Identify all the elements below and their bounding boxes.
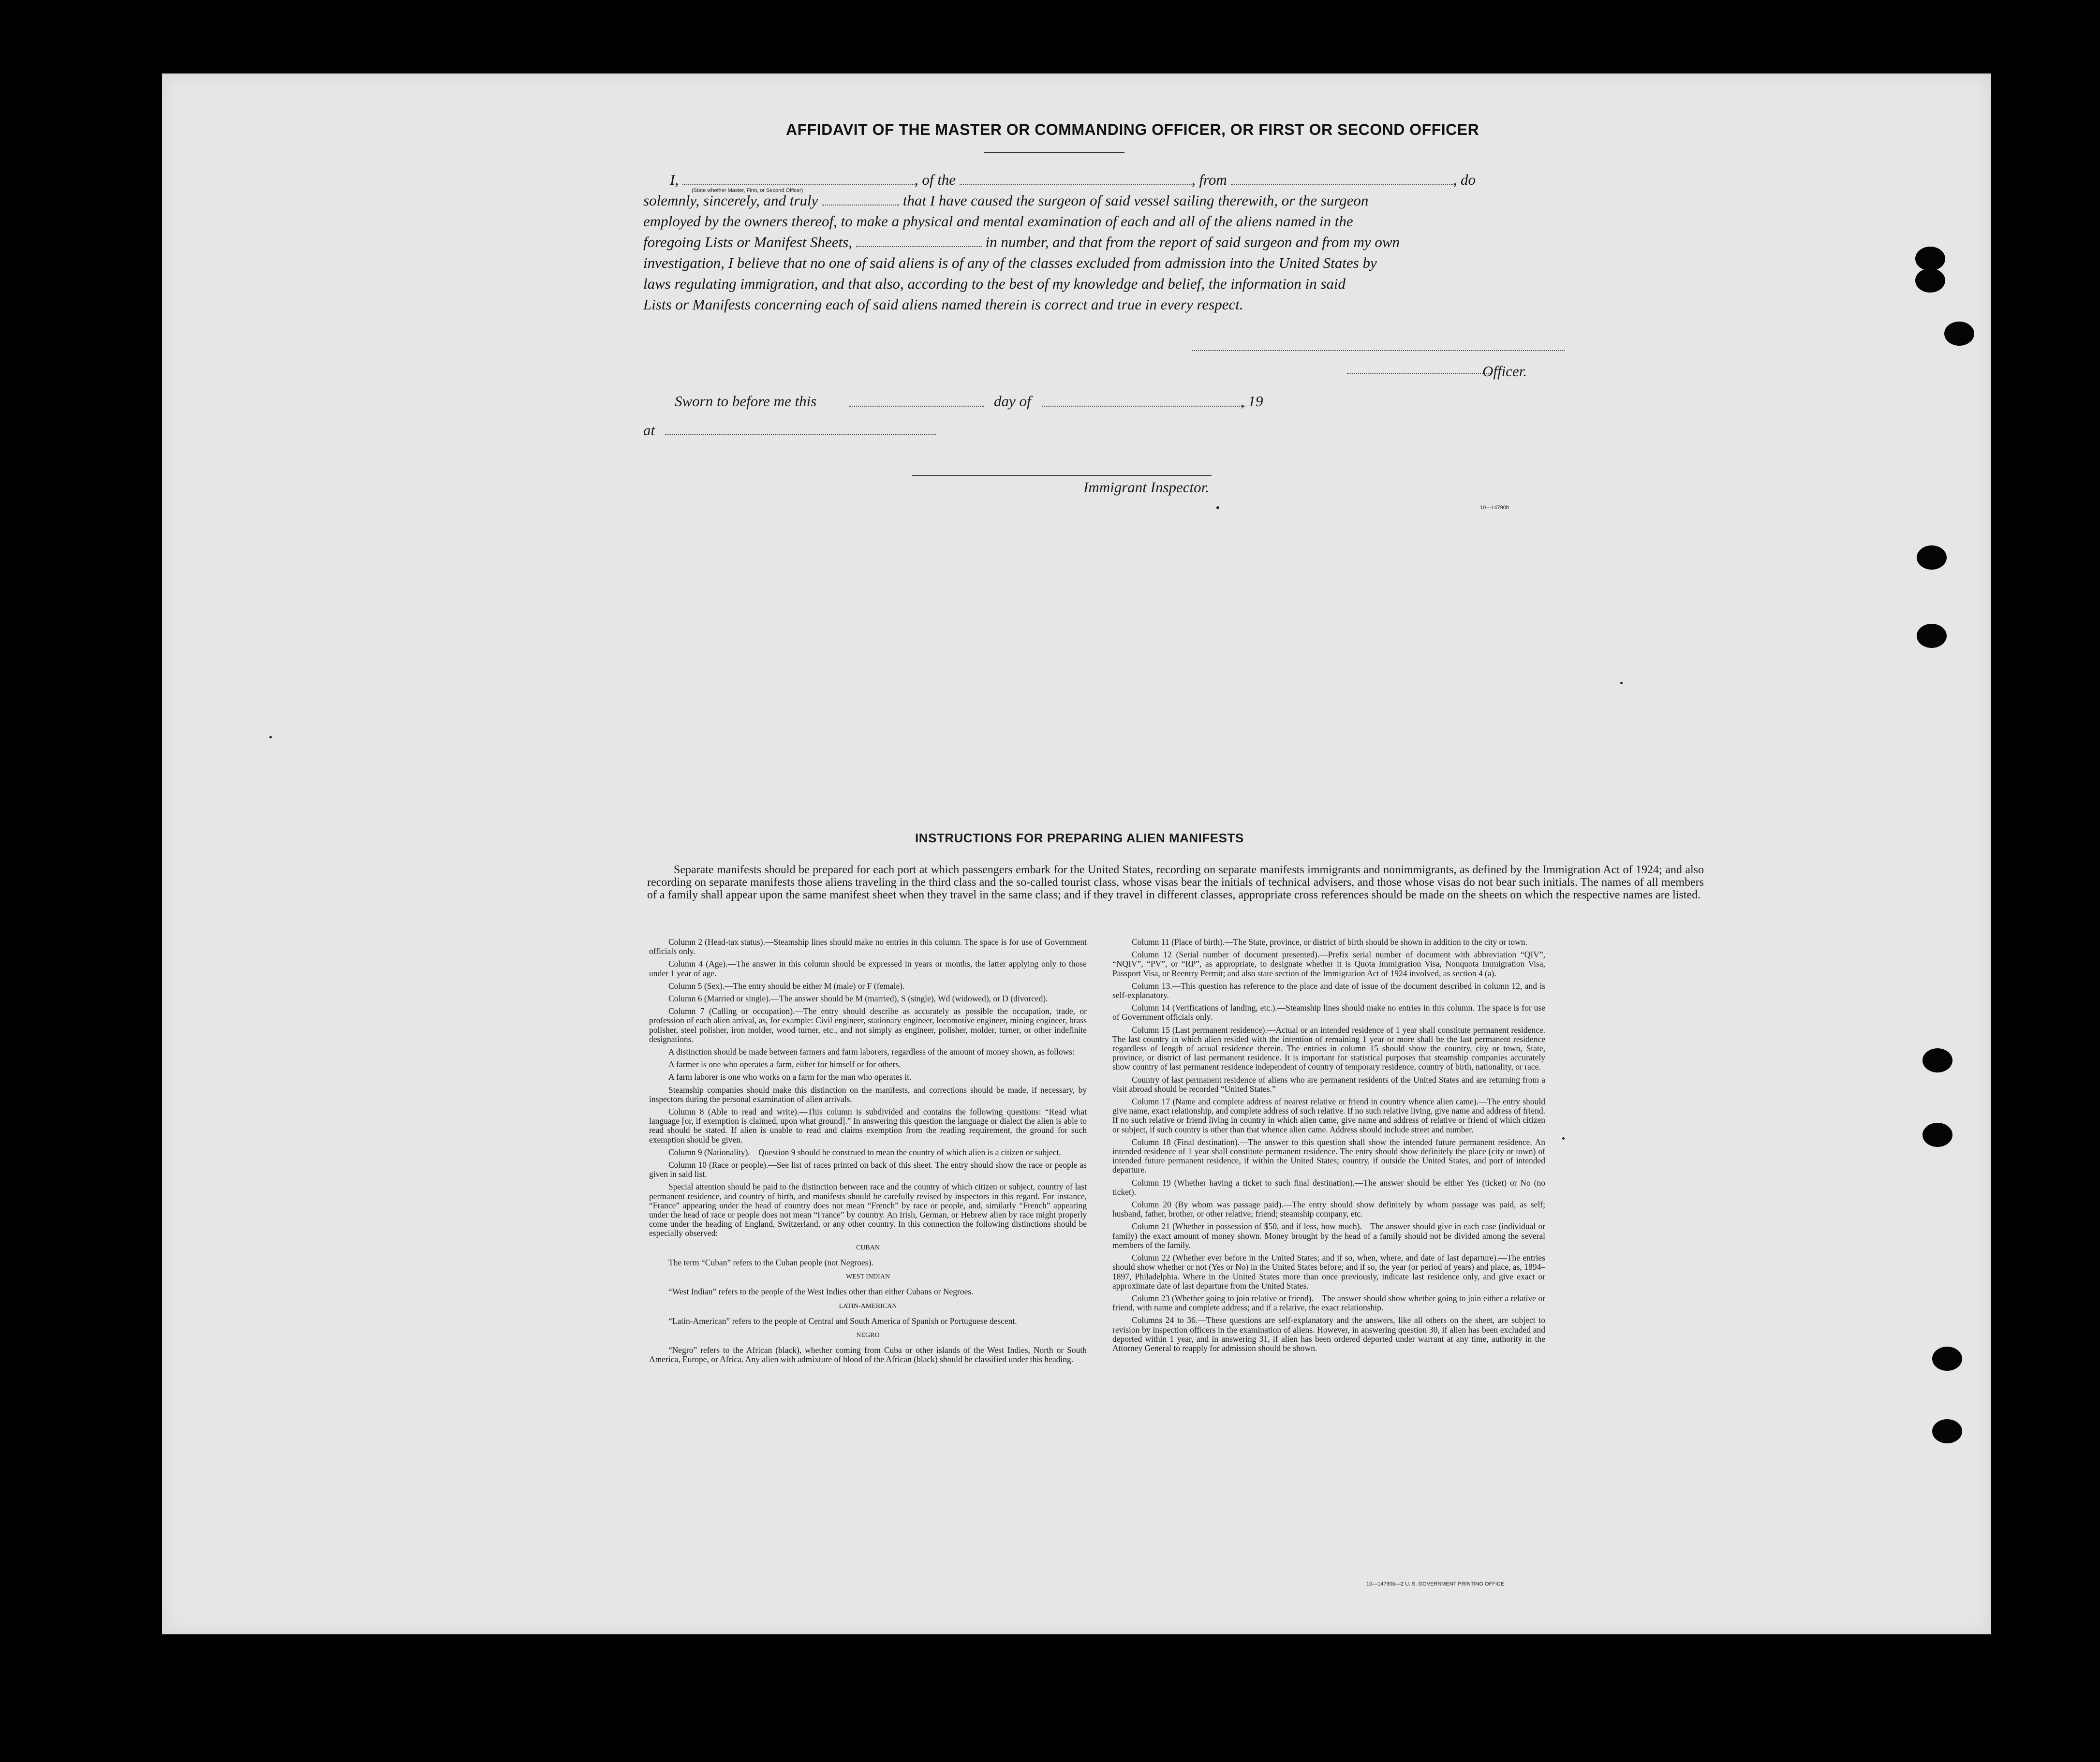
latin-american-heading: LATIN-AMERICAN [839,1302,897,1310]
affidavit-line-2 [643,190,1368,211]
affidavit-line-5: investigation, I believe that no one of said aliens is of any of the classes excluded from admission into the United States by [643,254,1377,271]
vessel-name-field[interactable] [960,172,1192,185]
west-indian-heading: WEST INDIAN [845,1273,890,1281]
instruction-paragraph: Column 5 (Sex).—The entry should be either M (male) or F (female). [668,981,905,991]
instruction-paragraph: Column 21 (Whether in possession of $50, and if less, how much).—The answer should give in each case (individual or family) the exact amount of money shown. Money brought by the head of a family should not be divided among the several members of the family. [1112,1221,1545,1250]
instruction-paragraph: Steamship companies should make this distinction on the manifests, and corrections should be made, if necessary, by inspectors during the personal examination of alien arrivals. [649,1085,1087,1104]
instruction-paragraph: A farmer is one who operates a farm, either for himself or for others. [668,1059,901,1070]
binder-hole [1944,322,1974,346]
at-label: at [643,422,655,439]
instructions-right-column [1112,938,1545,1356]
affidavit-of: , of the [914,171,956,188]
dust-speck [269,736,272,738]
instruction-paragraph: Country of last permanent residence of aliens who are permanent residents of the United States and are returning from a visit abroad should be recorded “United States.” [1112,1074,1545,1094]
officer-label: Officer. [1482,363,1527,380]
binder-hole [1917,545,1947,570]
instructions-intro: Separate manifests should be prepared for each port at which passengers embark for the United States, recording on separate manifests immigrants and nonimmigrants, as defined by the Immigration Act of 1924; and also recording on separate manifests those aliens traveling in the third class and the so-called tourist class, whose visas bear the initials of technical advisers, and those whose visas do not bear such initials. The names of all members of a family shall appear upon the same manifest sheet when they travel in the same class; and if they travel in different classes, appropriate cross references should be made on the sheets on which the respective names are listed. [647,864,1704,901]
affidavit-text-2b: that I have caused the surgeon of said vessel sailing therewith, or the surgeon [902,192,1369,209]
instruction-paragraph: Column 4 (Age).—The answer in this column should be expressed in years or months, the latter applying only to those under 1 year of age. [649,959,1087,978]
affidavit-text-4b: in number, and that from the report of said surgeon and from my own [985,234,1400,250]
affidavit-line-3: employed by the owners thereof, to make a physical and mental examination of each and all of the aliens named in the [643,213,1353,230]
affidavit-title: AFFIDAVIT OF THE MASTER OR COMMANDING OFFICER, OR FIRST OR SECOND OFFICER [786,121,1479,138]
instruction-paragraph: Special attention should be paid to the distinction between race and the country of which citizen or subject, country of last permanent residence, and country of birth, and manifests should be carefully revised by inspectors in this regard. For instance, “France” appearing under the head of country does not mean “French” by race or people, and, similarly “French” appearing under the head of race or people does not mean “France” by country. An Irish, German, or Hebrew alien by race might properly come under the heading of England, Switzerland, or any other country. In this connection the following distinctions should be especially observed: [649,1182,1087,1238]
officer-rank-field[interactable] [682,172,915,185]
affidavit-from: , from [1191,171,1227,188]
affidavit-i: I, [670,171,679,188]
latin-american-definition: “Latin-American” refers to the people of Central and South America of Spanish or Portuguese descent. [668,1316,1017,1326]
instruction-paragraph: Column 15 (Last permanent residence).—Actual or an intended residence of 1 year shall constitute permanent residence. The last country in which alien resided with the intention of remaining 1 year or more shall be the last permanent residence regardless of length of actual residence therein. The entries in column 15 should show the country, city or town, State, province, or district of last permanent residence. It is important for statistical purposes that steamship companies accurately show country of last permanent residence independent of country of temporary residence, country of birth, nationality, or race. [1112,1025,1545,1072]
instruction-paragraph: Column 19 (Whether having a ticket to such final destination).—The answer should be either Yes (ticket) or No (no ticket). [1112,1177,1545,1197]
instructions-left-column [649,938,1087,1368]
cuban-heading: CUBAN [856,1244,880,1251]
dust-speck [1216,506,1219,509]
instruction-paragraph: Column 12 (Serial number of document presented).—Prefix serial number of document with abbreviation “QIV”, “NQIV”, “PV”, or “RP”, as appropriate, to designate whether it is Quota Immigration Visa, Nonquota Immigration Visa, Passport Visa, or Reentry Permit; and also state section of the Immigration Act of 1924 involved, as section 4 (a). [1112,950,1545,978]
binder-hole [1932,1347,1962,1371]
port-from-field[interactable] [1231,172,1453,185]
binder-hole [1915,268,1945,293]
signature-line-upper[interactable] [1192,350,1565,351]
sworn-text: Sworn to before me this [675,393,817,410]
binder-hole [1923,1123,1952,1147]
negro-heading: NEGRO [856,1331,880,1339]
binder-hole [1932,1419,1962,1443]
instruction-paragraph: Column 13.—This question has reference to the place and date of issue of the document described in column 12, and is self-explanatory. [1112,981,1545,1000]
affidavit-text-2a: solemnly, sincerely, and truly [643,192,818,209]
instruction-paragraph: Column 2 (Head-tax status).—Steamship lines should make no entries in this column. The space is for use of Government officials only. [649,937,1087,956]
document-sheet [162,73,1991,1634]
affidavit-text-4a: foregoing Lists or Manifest Sheets, [643,234,852,250]
instruction-paragraph: Column 11 (Place of birth).—The State, province, or district of birth should be shown in addition to the city or town. [1132,937,1527,947]
affidavit-line-6: laws regulating immigration, and that also, according to the best of my knowledge and belief, the information in said [643,275,1346,292]
instruction-paragraph: Column 8 (Able to read and write).—This column is subdivided and contains the following questions: “Read what language [or, if exemption is claimed, upon what ground].” In answering this question the language or dialect the alien is able to read should be stated. If alien is unable to read and claims exemption from the reading requirement, the ground for such exemption should be given. [649,1107,1087,1145]
inspector-label: Immigrant Inspector. [1083,479,1210,496]
at-place-field[interactable] [665,434,936,435]
instruction-paragraph: Column 23 (Whether going to join relative or friend).—The answer should show whether going to join either a relative or friend, with name and complete address; and if a relative, the exact relationship. [1112,1293,1545,1313]
sworn-day-field[interactable] [849,406,984,407]
instruction-paragraph: A distinction should be made between farmers and farm laborers, regardless of the amount of money shown, as follows: [668,1047,1075,1057]
instruction-paragraph: Column 6 (Married or single).—The answer should be M (married), S (single), Wd (widowed), or D (divorced). [668,994,1048,1004]
state-whether-note: (State whether Master, First, or Second Officer) [692,188,803,193]
instructions-title: INSTRUCTIONS FOR PREPARING ALIEN MANIFESTS [915,831,1244,845]
instruction-paragraph: Column 18 (Final destination).—The answer to this question shall show the intended future permanent residence. An intended residence of 1 year shall constitute permanent residence. The entry should show definitely the place (city or town) of intended future permanent residence, if within the United States; country, if outside the United States, and port of intended departure. [1112,1137,1545,1175]
instruction-paragraph: Column 14 (Verifications of landing, etc.).—Steamship lines should make no entries in this column. The space is for use of Government officials only. [1112,1003,1545,1022]
instruction-paragraph: Column 22 (Whether ever before in the United States; and if so, when, where, and date of last departure).—The entries should show whether or not (Yes or No) in the United States before; and if so, the year (or period of years) and place, as, 1894–1897, Philadelphia. Where in the United States more than once previously, indicate last residence only, and give exact or approximate date of last departure from the United States. [1112,1253,1545,1291]
oath-type-field[interactable] [822,193,899,206]
signature-line-officer[interactable] [1347,373,1492,374]
printing-office-footer: 10—14790b—2 U. S. GOVERNMENT PRINTING OFFICE [1366,1581,1505,1587]
binder-hole [1923,1048,1952,1072]
cuban-definition: The term “Cuban” refers to the Cuban people (not Negroes). [668,1257,873,1267]
affidavit-line-4 [643,232,1400,252]
instruction-paragraph: Column 10 (Race or people).—See list of races printed on back of this sheet. The entry should show the race or people as given in said list. [649,1160,1087,1179]
form-number: 10—14790b [1480,505,1509,511]
instruction-paragraph: Columns 24 to 36.—These questions are self-explanatory and the answers, like all others on the sheet, are subject to revision by inspection officers in the examination of aliens. However, in answering question 30, if alien has been excluded and deported within 1 year, and in answering 31, if alien has been ordered deported under warrant at any time, authority in the Attorney General to reapply for admission should be shown. [1112,1315,1545,1353]
negro-definition: “Negro” refers to the African (black), whether coming from Cuba or other islands of the West Indies, North or South America, Europe, or Africa. Any alien with admixture of blood of the African (black) should be classified under this heading. [649,1345,1087,1365]
affidavit-line-1 [670,169,1476,190]
instruction-paragraph: Column 20 (By whom was passage paid).—The entry should show definitely by whom passage was paid, as self; husband, father, brother, or other relative; friend; steamship company, etc. [1112,1200,1545,1219]
sheet-count-field[interactable] [856,235,982,247]
affidavit-line-7: Lists or Manifests concerning each of said aliens named therein is correct and true in every respect. [643,296,1243,313]
binder-hole [1917,624,1947,648]
year-prefix: , 19 [1241,393,1263,410]
instruction-paragraph: Column 17 (Name and complete address of nearest relative or friend in country whence alien came).—The entry should give name, exact relationship, and complete address of such relative. If no such relative living, give name and address of friend. If no such relative or friend living in country in which alien came, give name and address of relative or friend of which citizen or subject, if such country is other than that whence alien came. Address should include street and number. [1112,1097,1545,1134]
affidavit-do: , do [1453,171,1476,188]
instruction-paragraph: Column 9 (Nationality).—Question 9 should be construed to mean the country of which alien is a citizen or subject. [668,1147,1061,1157]
inspector-signature-line[interactable] [912,475,1212,476]
day-of-text: day of [994,393,1031,410]
west-indian-definition: “West Indian” refers to the people of the West Indies other than either Cubans or Negroes. [668,1287,974,1297]
title-rule [984,152,1124,153]
sworn-month-field[interactable] [1042,406,1245,407]
dust-speck [1620,682,1623,684]
dust-speck [1562,1137,1565,1140]
instruction-paragraph: A farm laborer is one who works on a farm for the man who operates it. [668,1072,912,1082]
binder-hole [1915,247,1945,271]
instruction-paragraph: Column 7 (Calling or occupation).—The entry should describe as accurately as possible the occupation, trade, or profession of each alien arrival, as, for example: Civil engineer, stationary engineer, locomotive engineer, mining engineer, brass polisher, steel polisher, iron molder, wood turner, etc., and not simply as engineer, polisher, molder, turner, or other indefinite designations. [649,1006,1087,1044]
